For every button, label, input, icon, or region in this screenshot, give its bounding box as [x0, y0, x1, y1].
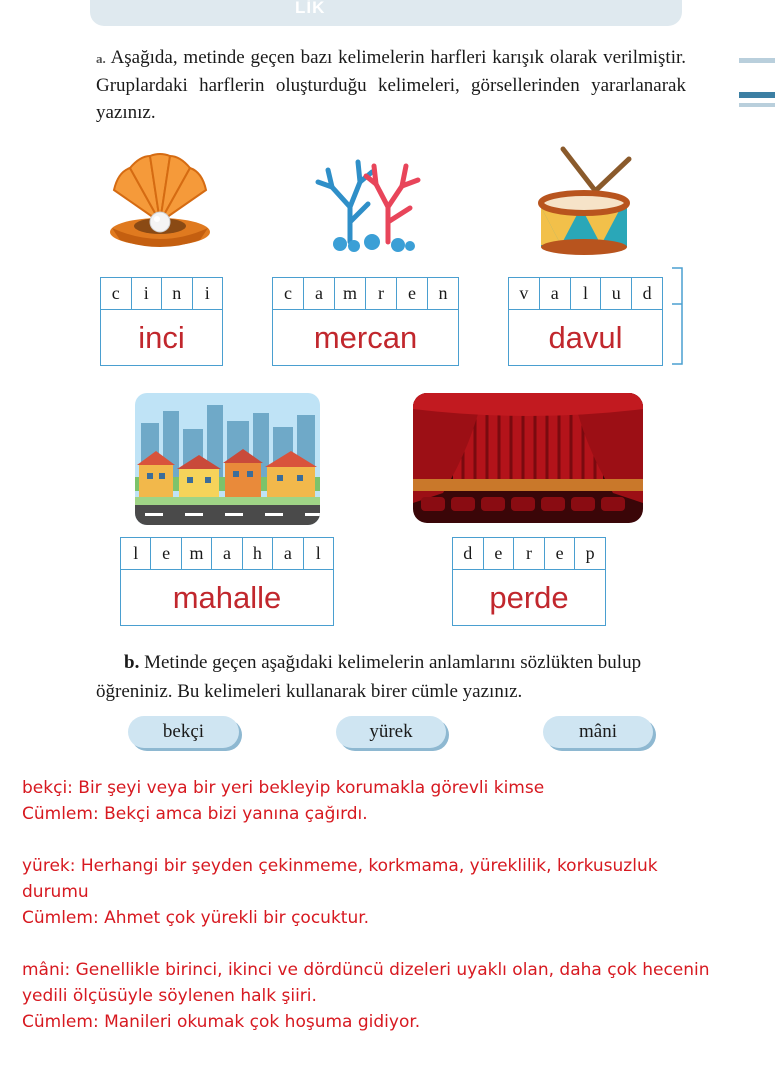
- part-b-label: b.: [124, 652, 140, 673]
- header-banner: [90, 0, 682, 26]
- letter-cell: i: [204, 283, 210, 303]
- scramble-box-perde: [452, 537, 606, 570]
- answer-mercan[interactable]: mercan: [272, 310, 459, 366]
- letter-cell: a: [304, 278, 335, 309]
- letter-cell: a: [273, 538, 303, 569]
- part-b-instruction-text: Metinde geçen aşağıdaki kelimelerin anlamlarını sözlükten bulup öğreniniz. Bu kelimeleri kullanarak birer cümle yazınız.: [96, 652, 642, 702]
- definition-line: yedili ölçüsüyle söylenen halk şiiri.: [22, 986, 317, 1006]
- answers-block: [22, 775, 775, 1035]
- answer-inci[interactable]: inci: [100, 310, 223, 366]
- sentence-line: Cümlem: Ahmet çok yürekli bir çocuktur.: [22, 908, 370, 928]
- letter-cell: p: [585, 543, 595, 563]
- theater-curtain-image: [413, 393, 643, 523]
- letter-cell: d: [642, 283, 652, 303]
- side-bracket: [670, 266, 684, 366]
- neighborhood-image: [135, 393, 320, 525]
- sentence-line: Cümlem: Manileri okumak çok hoşuma gidiyor.: [22, 1012, 421, 1032]
- definition-line: bekçi: Bir şeyi veya bir yeri bekleyip korumakla görevli kimse: [22, 778, 545, 798]
- letter-cell: l: [315, 543, 321, 563]
- letter-cell: u: [601, 278, 632, 309]
- definition-line: durumu: [22, 882, 89, 902]
- letter-cell: n: [438, 283, 448, 303]
- letter-cell: i: [132, 278, 163, 309]
- sentence-line: Cümlem: Bekçi amca bizi yanına çağırdı.: [22, 804, 368, 824]
- word-pill-mani: mâni: [543, 716, 653, 748]
- definition-line: mâni: Genellikle birinci, ikinci ve dördüncü dizeleri uyaklı olan, daha çok hecenin: [22, 960, 710, 980]
- side-decoration: [739, 92, 775, 98]
- letter-cell: v: [509, 278, 540, 309]
- side-decoration: [739, 103, 775, 107]
- letter-cell: a: [540, 278, 571, 309]
- coral-image: [310, 152, 428, 252]
- part-a-instruction: [96, 44, 686, 126]
- part-a-label: a.: [96, 51, 106, 66]
- word-pill-yurek: yürek: [336, 716, 446, 748]
- letter-cell: r: [366, 278, 397, 309]
- scramble-box-inci: [100, 277, 223, 310]
- letter-cell: l: [571, 278, 602, 309]
- definition-line: yürek: Herhangi bir şeyden çekinmeme, korkmama, yüreklilik, korkusuzluk: [22, 856, 658, 876]
- letter-cell: e: [484, 538, 515, 569]
- letter-cell: e: [397, 278, 428, 309]
- letter-cell: a: [212, 538, 242, 569]
- letter-cell: m: [335, 278, 366, 309]
- letter-cell: h: [243, 538, 273, 569]
- word-pill-bekci: bekçi: [128, 716, 239, 748]
- pearl-shell-image: [104, 150, 216, 250]
- letter-cell: e: [545, 538, 576, 569]
- letter-cell: c: [101, 278, 132, 309]
- part-a-instruction-text: Aşağıda, metinde geçen bazı kelimelerin harfleri karışık olarak verilmiştir. Gruplardaki harflerin oluşturduğu kelimeleri, görsellerinden yararlanarak yazınız.: [96, 47, 687, 123]
- answer-perde[interactable]: perde: [452, 570, 606, 626]
- part-b-instruction: [96, 648, 686, 706]
- scramble-box-davul: [508, 277, 663, 310]
- drum-image: [533, 145, 635, 257]
- answer-davul[interactable]: davul: [508, 310, 663, 366]
- scramble-box-mahalle: [120, 537, 334, 570]
- header-title: LİK: [295, 0, 326, 17]
- letter-cell: e: [151, 538, 181, 569]
- scramble-box-mercan: [272, 277, 459, 310]
- side-decoration: [739, 58, 775, 63]
- letter-cell: r: [514, 538, 545, 569]
- letter-cell: c: [273, 278, 304, 309]
- answer-mahalle[interactable]: mahalle: [120, 570, 334, 626]
- letter-cell: l: [121, 538, 151, 569]
- letter-cell: n: [162, 278, 193, 309]
- letter-cell: d: [453, 538, 484, 569]
- letter-cell: m: [182, 538, 212, 569]
